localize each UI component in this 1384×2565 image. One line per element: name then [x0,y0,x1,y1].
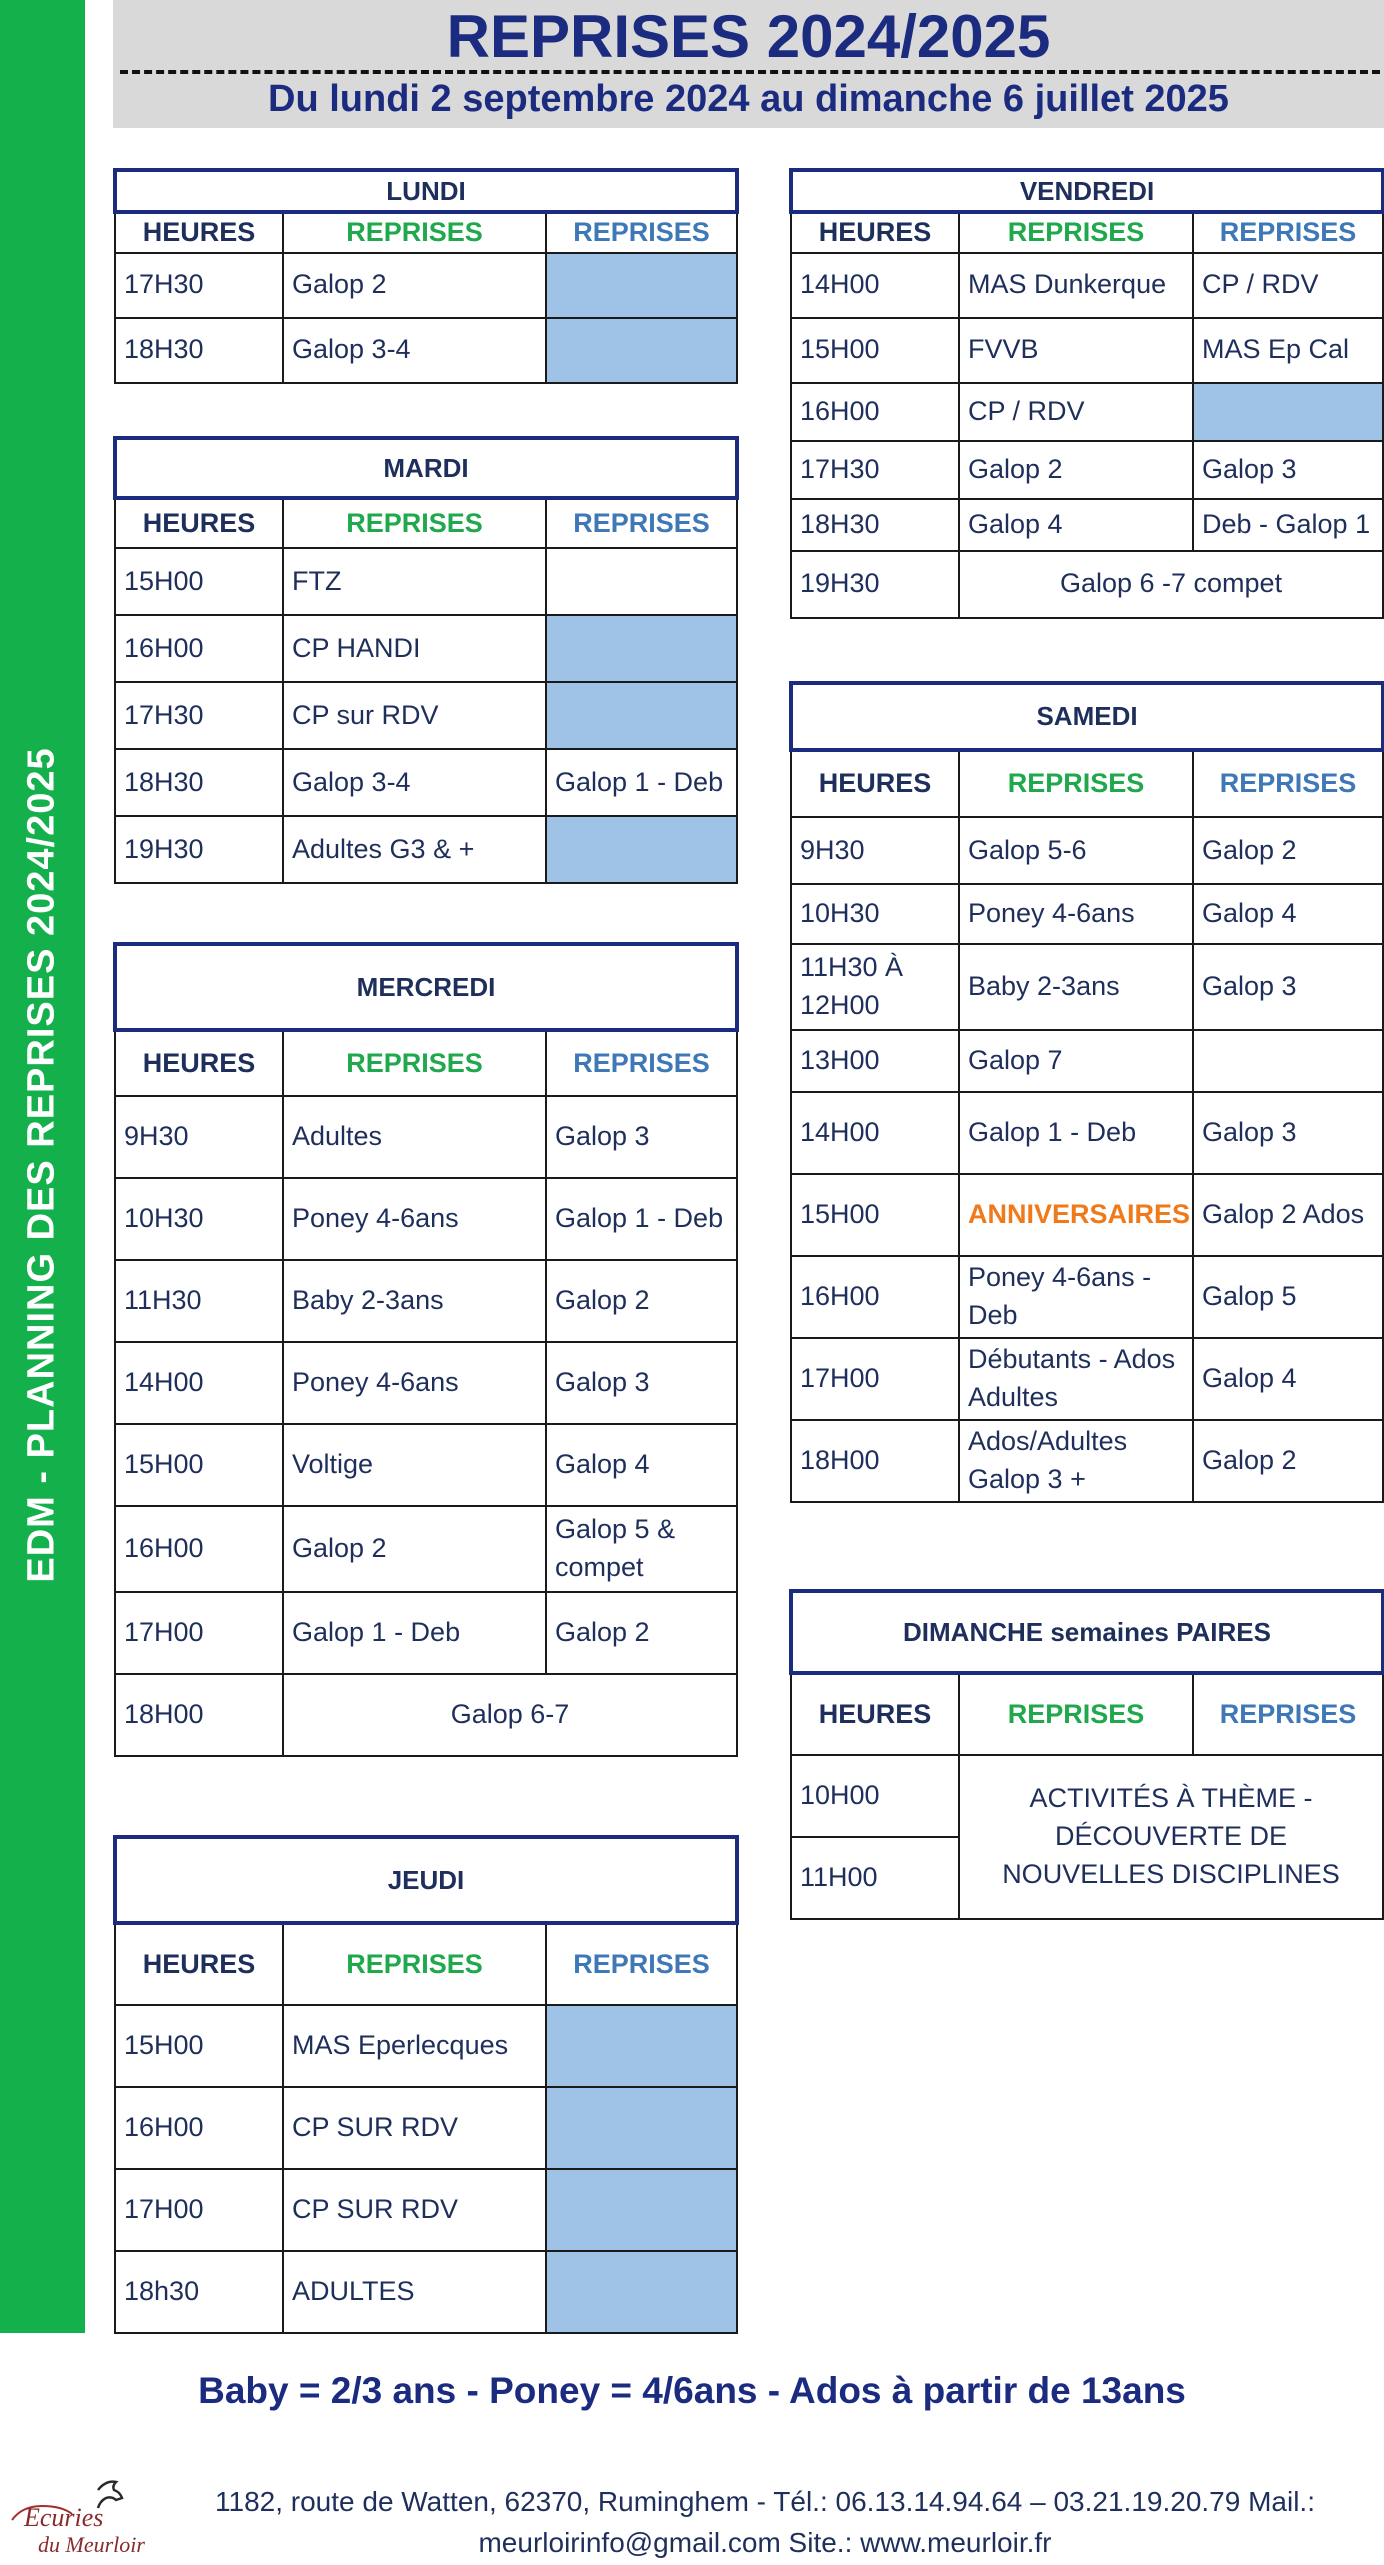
table-row [115,318,737,383]
footer-line-web: meurloirinfo@gmail.com Site.: www.meurloir.fr [478,2526,1052,2558]
class-cell: Galop 3 [1193,944,1383,1030]
class-cell: Débutants - Ados Adultes [959,1338,1193,1420]
col-header-reprises: REPRISES [283,498,546,548]
table-row [791,441,1383,499]
table-row [115,1096,737,1178]
table-row [115,1592,737,1674]
table-row [791,383,1383,441]
table-samedi [789,681,1384,1503]
table-mardi [113,436,739,884]
class-cell: Poney 4-6ans [283,1342,546,1424]
class-cell: MAS Ep Cal [1193,318,1383,383]
class-cell: CP / RDV [959,383,1193,441]
class-cell: CP SUR RDV [283,2087,546,2169]
logo [2,2470,147,2560]
class-cell: Galop 3 [1193,1092,1383,1174]
class-cell: Galop 1 - Deb [283,1592,546,1674]
table-row [115,1674,737,1756]
class-cell: Galop 2 [546,1260,737,1342]
time-cell: 15H00 [115,1424,283,1506]
class-cell: Galop 4 [546,1424,737,1506]
time-cell: 14H00 [115,1342,283,1424]
class-cell: Galop 4 [1193,1338,1383,1420]
time-cell: 18H00 [115,1674,283,1756]
day-header: VENDREDI [791,170,1383,212]
class-cell-empty [546,2251,737,2333]
class-cell: CP sur RDV [283,682,546,749]
class-cell-empty [546,2087,737,2169]
horse-logo-icon [2,2470,147,2560]
col-header-reprises: REPRISES [546,1030,737,1096]
class-cell: Galop 1 - Deb [546,1178,737,1260]
table-row [115,2087,737,2169]
table-row [791,499,1383,551]
class-cell: Poney 4-6ans - Deb [959,1256,1193,1338]
class-cell-empty [546,318,737,383]
page-title: REPRISES 2024/2025 [446,3,1051,70]
class-cell: CP HANDI [283,615,546,682]
class-cell: Galop 2 [283,1506,546,1592]
table-jeudi [113,1835,739,2334]
time-cell: 16H00 [791,1256,959,1338]
col-header-heures: HEURES [791,212,959,253]
table-row [791,944,1383,1030]
footer-line-address: 1182, route de Watten, 62370, Ruminghem - Tél.: 06.13.14.94.64 – 03.21.19.20.79 Mail.: [215,2486,1315,2517]
table-row [791,1174,1383,1256]
time-cell: 17H00 [115,2169,283,2251]
table-row [791,1338,1383,1420]
time-cell: 18H00 [791,1420,959,1502]
class-cell: Ados/Adultes Galop 3 + [959,1420,1193,1502]
class-cell: Galop 3 [546,1096,737,1178]
time-cell: 10H00 [791,1755,959,1837]
col-header-reprises: REPRISES [546,498,737,548]
class-cell: Poney 4-6ans [283,1178,546,1260]
class-cell: Galop 1 - Deb [959,1092,1193,1174]
table-row [115,1506,737,1592]
footer-contact [165,2482,1365,2563]
col-header-reprises: REPRISES [959,1673,1193,1755]
class-cell-empty [546,2005,737,2087]
class-cell: Galop 2 [1193,1420,1383,1502]
class-cell: Adultes G3 & + [283,816,546,883]
time-cell: 11H30 [115,1260,283,1342]
svg-text:du Meurloir: du Meurloir [38,2532,145,2557]
time-cell: 11H00 [791,1837,959,1919]
time-cell: 17H30 [115,253,283,318]
sidebar [0,0,85,2333]
time-cell: 13H00 [791,1030,959,1092]
table-row [115,253,737,318]
class-cell: Baby 2-3ans [959,944,1193,1030]
age-legend-note: Baby = 2/3 ans - Poney = 4/6ans - Ados à partir de 13ans [198,2370,1186,2411]
col-header-reprises: REPRISES [1193,1673,1383,1755]
class-cell: Galop 5 & compet [546,1506,737,1592]
table-row [791,1256,1383,1338]
time-cell: 14H00 [791,1092,959,1174]
table-row [115,682,737,749]
day-header: SAMEDI [791,683,1383,750]
col-header-heures: HEURES [115,1923,283,2005]
svg-text:Ecuries: Ecuries [24,2503,104,2532]
time-cell: 18H30 [791,499,959,551]
class-cell: Galop 3 [546,1342,737,1424]
class-cell [546,548,737,615]
table-row [115,2169,737,2251]
class-cell: MAS Eperlecques [283,2005,546,2087]
time-cell: 16H00 [115,615,283,682]
time-cell: 10H30 [115,1178,283,1260]
class-cell: CP SUR RDV [283,2169,546,2251]
class-cell: Galop 3-4 [283,318,546,383]
table-row [115,1260,737,1342]
col-header-heures: HEURES [791,750,959,817]
col-header-reprises: REPRISES [1193,750,1383,817]
class-cell: Galop 3 [1193,441,1383,499]
col-header-reprises: REPRISES [283,212,546,253]
class-cell: Voltige [283,1424,546,1506]
time-cell: 16H00 [115,2087,283,2169]
class-cell-merged: ACTIVITÉS À THÈME - DÉCOUVERTE DE NOUVELLES DISCIPLINES [959,1755,1383,1919]
time-cell: 9H30 [115,1096,283,1178]
day-header: MERCREDI [115,944,737,1030]
class-cell: Poney 4-6ans [959,884,1193,944]
class-cell-highlight: ANNIVERSAIRES [959,1174,1193,1256]
time-cell: 19H30 [115,816,283,883]
col-header-reprises: REPRISES [959,212,1193,253]
time-cell: 17H30 [115,682,283,749]
table-row [791,1030,1383,1092]
col-header-heures: HEURES [115,212,283,253]
class-cell: Galop 5 [1193,1256,1383,1338]
table-mercredi [113,942,739,1757]
col-header-reprises: REPRISES [1193,212,1383,253]
col-header-heures: HEURES [115,1030,283,1096]
col-header-reprises: REPRISES [283,1030,546,1096]
table-row [115,749,737,816]
time-cell: 17H30 [791,441,959,499]
table-row [791,817,1383,884]
sidebar-label: EDM - PLANNING DES REPRISES 2024/2025 [20,747,63,1583]
class-cell-empty [546,682,737,749]
class-cell: Deb - Galop 1 [1193,499,1383,551]
class-cell-empty [546,2169,737,2251]
class-cell-empty [546,816,737,883]
class-cell-empty [546,253,737,318]
col-header-heures: HEURES [791,1673,959,1755]
class-cell: Galop 7 [959,1030,1193,1092]
table-row [115,1424,737,1506]
time-cell: 14H00 [791,253,959,318]
time-cell: 16H00 [115,1506,283,1592]
time-cell: 19H30 [791,551,959,618]
table-row [791,1755,1383,1837]
day-header: MARDI [115,438,737,498]
class-cell: CP / RDV [1193,253,1383,318]
class-cell: FVVB [959,318,1193,383]
class-cell: Galop 3-4 [283,749,546,816]
title-divider [120,70,1380,74]
day-header: JEUDI [115,1837,737,1923]
table-row [115,548,737,615]
table-row [115,816,737,883]
table-row [115,1342,737,1424]
table-vendredi [789,168,1384,619]
time-cell: 15H00 [791,1174,959,1256]
time-cell: 18H30 [115,749,283,816]
col-header-reprises: REPRISES [546,212,737,253]
table-row [791,551,1383,618]
class-cell: Galop 4 [1193,884,1383,944]
time-cell: 9H30 [791,817,959,884]
class-cell: Galop 2 [959,441,1193,499]
time-cell: 15H00 [115,548,283,615]
day-header: DIMANCHE semaines PAIRES [791,1591,1383,1673]
table-lundi [113,168,739,384]
class-cell: Galop 1 - Deb [546,749,737,816]
class-cell-empty [1193,383,1383,441]
table-row [791,318,1383,383]
col-header-reprises: REPRISES [959,750,1193,817]
time-cell: 18h30 [115,2251,283,2333]
class-cell: Galop 5-6 [959,817,1193,884]
col-header-heures: HEURES [115,498,283,548]
time-cell: 11H30 À 12H00 [791,944,959,1030]
col-header-reprises: REPRISES [283,1923,546,2005]
class-cell: MAS Dunkerque [959,253,1193,318]
table-row [115,615,737,682]
table-row [791,1420,1383,1502]
time-cell: 17H00 [115,1592,283,1674]
table-row [115,2005,737,2087]
time-cell: 15H00 [115,2005,283,2087]
time-cell: 10H30 [791,884,959,944]
page-subtitle: Du lundi 2 septembre 2024 au dimanche 6 juillet 2025 [268,78,1229,120]
class-cell: Baby 2-3ans [283,1260,546,1342]
time-cell: 17H00 [791,1338,959,1420]
table-row [791,1092,1383,1174]
time-cell: 15H00 [791,318,959,383]
col-header-reprises: REPRISES [546,1923,737,2005]
class-cell-merged: Galop 6 -7 compet [959,551,1383,618]
table-row [115,1178,737,1260]
class-cell: Galop 2 [546,1592,737,1674]
class-cell: Adultes [283,1096,546,1178]
time-cell: 16H00 [791,383,959,441]
class-cell: Galop 2 [1193,817,1383,884]
class-cell: ADULTES [283,2251,546,2333]
class-cell-empty [546,615,737,682]
day-header: LUNDI [115,170,737,212]
table-row [791,884,1383,944]
class-cell: Galop 2 Ados [1193,1174,1383,1256]
class-cell-merged: Galop 6-7 [283,1674,737,1756]
class-cell: Galop 2 [283,253,546,318]
table-row [791,253,1383,318]
table-dimanche [789,1589,1384,1920]
class-cell-empty [1193,1030,1383,1092]
time-cell: 18H30 [115,318,283,383]
class-cell: Galop 4 [959,499,1193,551]
class-cell: FTZ [283,548,546,615]
table-row [115,2251,737,2333]
